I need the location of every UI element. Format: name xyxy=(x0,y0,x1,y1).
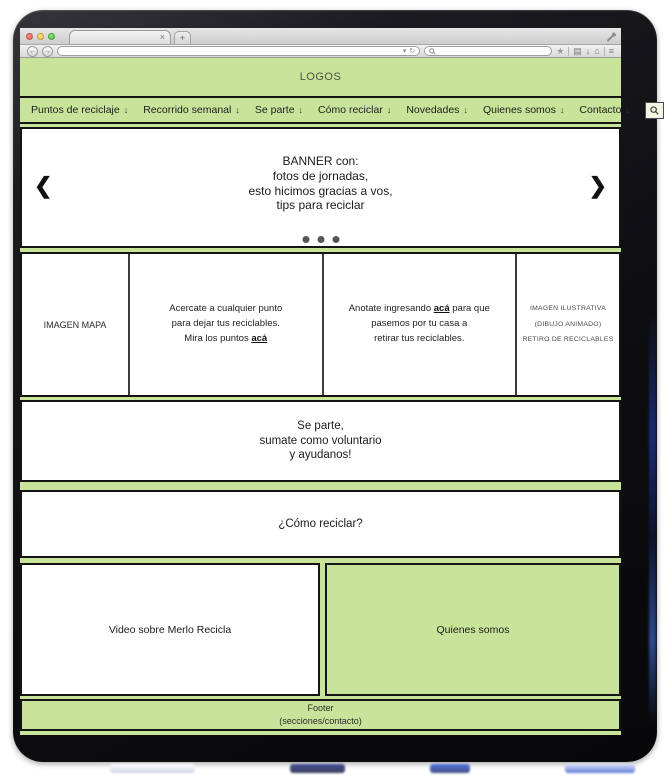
illustration-placeholder: IMAGEN ILUSTRATIVA (DIBUJO ANIMADO) RETIRO DE RECICLABLES xyxy=(515,254,619,395)
url-bar[interactable] xyxy=(57,46,420,56)
minimize-window-button[interactable] xyxy=(37,33,44,40)
browser-tab[interactable] xyxy=(69,30,171,44)
banner-text: BANNER con: fotos de jornadas, esto hicimos gracias a vos, tips para reciclar xyxy=(248,154,393,213)
browser-toolbar xyxy=(20,45,621,58)
logos-header: LOGOS xyxy=(299,71,342,83)
bezel-reflection xyxy=(649,311,656,725)
section-title: ¿Cómo reciclar? xyxy=(278,518,363,530)
chevron-down-icon: ↓ xyxy=(463,105,468,115)
nav-item-puntos-de-reciclaje[interactable]: Puntos de reciclaje ↓ xyxy=(31,104,129,116)
browser-tab-bar xyxy=(20,28,621,45)
customize-icon[interactable] xyxy=(607,34,615,42)
chevron-down-icon: ↓ xyxy=(386,105,392,115)
search-icon xyxy=(429,48,436,55)
downloads-icon[interactable]: ↓ xyxy=(585,45,591,56)
device-reflection xyxy=(565,764,635,773)
panel-icon[interactable]: ▤ xyxy=(573,45,582,56)
bottom-row xyxy=(20,563,621,696)
window-controls xyxy=(26,33,55,40)
forward-button[interactable]: → xyxy=(44,47,51,55)
page-body xyxy=(20,58,630,735)
bookmark-star-icon[interactable]: ★ xyxy=(556,45,565,56)
device-reflection xyxy=(430,764,470,773)
url-dropdown-icon[interactable]: ▾ xyxy=(402,47,407,55)
site-footer: Footer (secciones/contacto) xyxy=(20,699,621,731)
banner-carousel xyxy=(20,127,621,248)
dropoff-card: Acercate a cualquier punto para dejar tus reciclables. Mira los puntos acá xyxy=(128,254,322,395)
nav-item-quienes-somos[interactable]: Quienes somos ↓ xyxy=(482,104,565,116)
chevron-down-icon: ↓ xyxy=(235,105,240,115)
about-us-block[interactable]: Quienes somos xyxy=(325,563,621,696)
carousel-dot[interactable] xyxy=(332,236,339,243)
browser-search-field[interactable] xyxy=(424,46,552,56)
zoom-window-button[interactable] xyxy=(48,33,55,40)
device-reflection xyxy=(290,764,345,773)
back-button[interactable]: ← xyxy=(29,47,36,55)
chevron-down-icon: ↓ xyxy=(123,105,129,115)
browser-window xyxy=(20,28,630,735)
chevron-down-icon: ↓ xyxy=(625,105,630,115)
nav-item-se-parte[interactable]: Se parte ↓ xyxy=(254,104,304,116)
how-to-recycle-section xyxy=(20,490,621,558)
nav-item-contacto[interactable]: Contacto ↓ xyxy=(579,104,630,116)
nav-item-recorrido-semanal[interactable]: Recorrido semanal ↓ xyxy=(143,104,240,116)
info-cards-row xyxy=(20,252,621,397)
map-image-placeholder: IMAGEN MAPA xyxy=(43,319,107,330)
carousel-prev-button[interactable]: ❮ xyxy=(34,172,53,198)
close-window-button[interactable] xyxy=(26,33,33,40)
close-tab-icon[interactable]: × xyxy=(159,32,165,42)
toolbar-divider xyxy=(568,47,569,56)
carousel-dots xyxy=(302,236,339,243)
dropoff-aca-link[interactable]: acá xyxy=(251,332,268,344)
pickup-aca-link[interactable]: acá xyxy=(433,303,450,315)
carousel-dot[interactable] xyxy=(317,236,324,243)
video-placeholder[interactable]: Video sobre Merlo Recicla xyxy=(20,563,320,696)
chevron-down-icon: ↓ xyxy=(298,105,304,115)
new-tab-button[interactable]: + xyxy=(174,31,191,44)
toolbar-divider xyxy=(604,47,605,56)
volunteer-section: Se parte, sumate como voluntario y ayudanos! xyxy=(20,400,621,482)
pickup-card: Anotate ingresando acá para que pasemos por tu casa a retirar tus reciclables. xyxy=(322,254,516,395)
carousel-next-button[interactable]: ❯ xyxy=(588,172,607,198)
site-search-input[interactable] xyxy=(645,102,664,119)
chevron-down-icon: ↓ xyxy=(559,105,565,115)
carousel-dot[interactable] xyxy=(302,236,309,243)
menu-icon[interactable]: ≡ xyxy=(608,45,614,56)
device-reflection xyxy=(110,764,195,773)
home-icon[interactable]: ⌂ xyxy=(594,45,600,56)
main-navigation xyxy=(20,96,630,124)
reload-icon[interactable]: ↻ xyxy=(409,47,416,55)
nav-item-novedades[interactable]: Novedades ↓ xyxy=(406,104,468,116)
nav-item-como-reciclar[interactable]: Cómo reciclar ↓ xyxy=(318,104,392,116)
search-icon xyxy=(650,106,659,115)
